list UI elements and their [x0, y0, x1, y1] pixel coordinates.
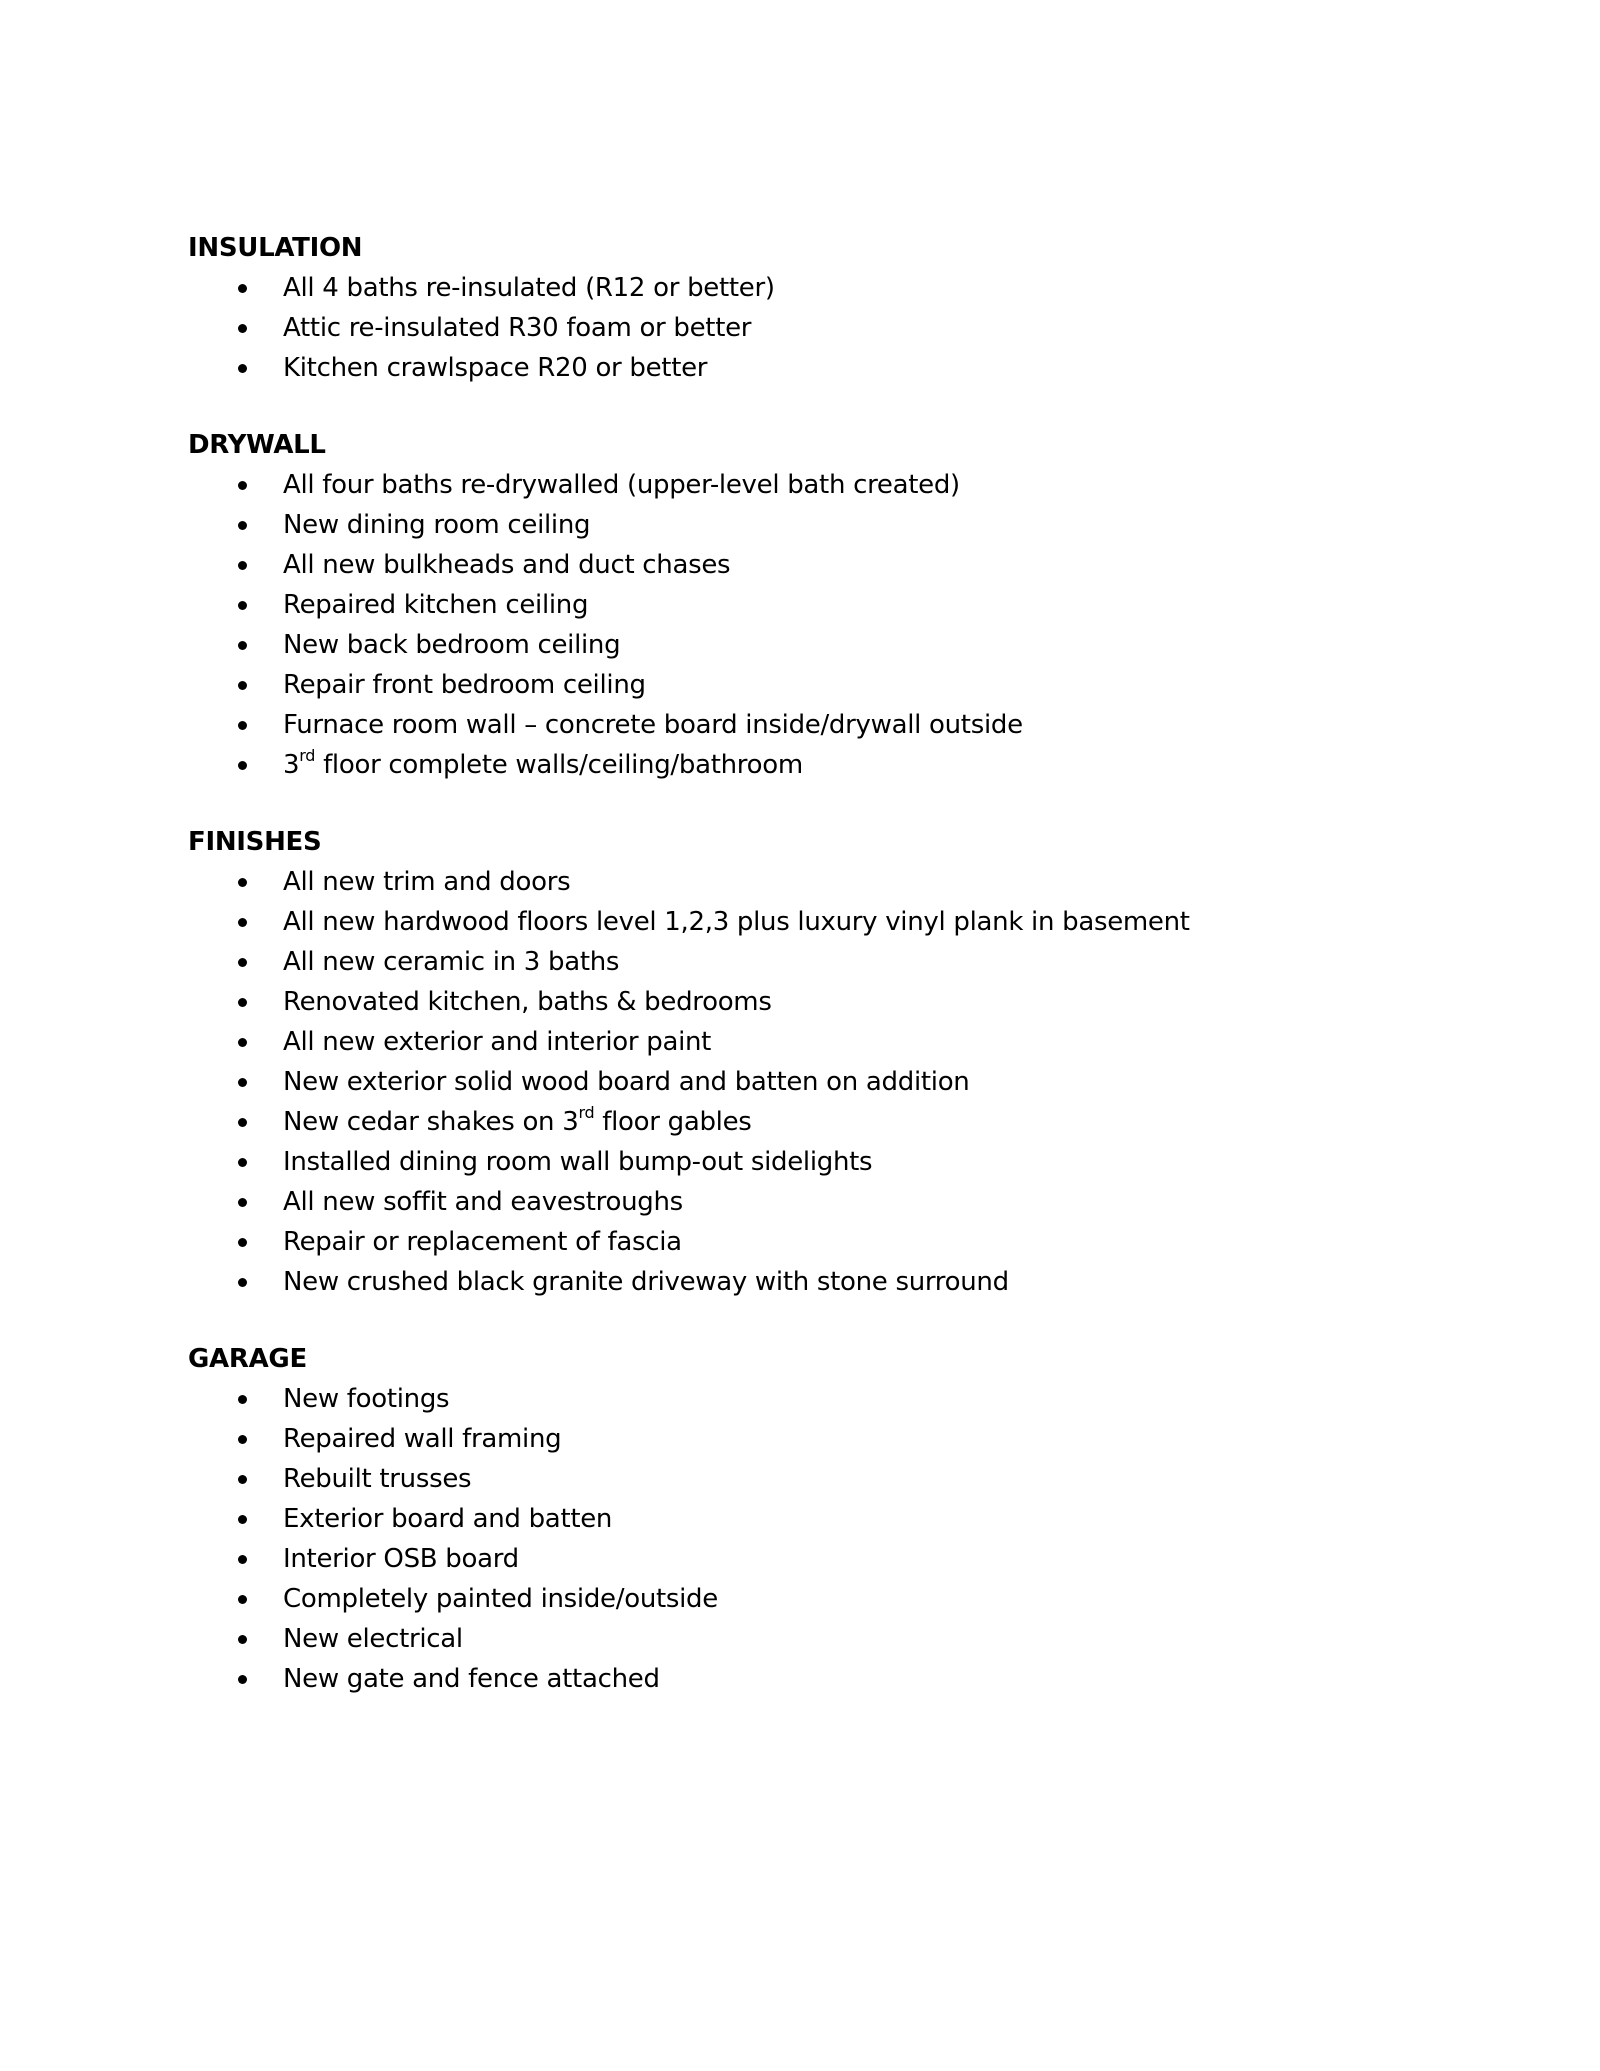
bullet-icon: [238, 1078, 247, 1087]
list-item: New exterior solid wood board and batten on addition: [188, 1062, 1438, 1102]
list-item: All new bulkheads and duct chases: [188, 545, 1438, 585]
bullet-list: [188, 862, 1438, 1302]
list-item: Repair front bedroom ceiling: [188, 665, 1438, 705]
list-item: New electrical: [188, 1619, 1438, 1659]
bullet-icon: [238, 1118, 247, 1127]
bullet-icon: [238, 284, 247, 293]
list-item: New crushed black granite driveway with stone surround: [188, 1262, 1438, 1302]
list-item: Attic re-insulated R30 foam or better: [188, 308, 1438, 348]
bullet-icon: [238, 1435, 247, 1444]
bullet-icon: [238, 958, 247, 967]
list-item: Rebuilt trusses: [188, 1459, 1438, 1499]
list-item: Repair or replacement of fascia: [188, 1222, 1438, 1262]
list-item: New gate and fence attached: [188, 1659, 1438, 1699]
list-item: Completely painted inside/outside: [188, 1579, 1438, 1619]
bullet-icon: [238, 324, 247, 333]
list-item: All new hardwood floors level 1,2,3 plus luxury vinyl plank in basement: [188, 902, 1438, 942]
section-heading: FINISHES: [188, 827, 322, 857]
section-garage: [188, 1339, 1438, 1699]
section-heading: INSULATION: [188, 233, 363, 263]
list-item: All new exterior and interior paint: [188, 1022, 1438, 1062]
list-item: Repaired wall framing: [188, 1419, 1438, 1459]
bullet-icon: [238, 1555, 247, 1564]
bullet-icon: [238, 1475, 247, 1484]
bullet-icon: [238, 364, 247, 373]
bullet-icon: [238, 878, 247, 887]
bullet-icon: [238, 1198, 247, 1207]
bullet-icon: [238, 521, 247, 530]
bullet-icon: [238, 601, 247, 610]
bullet-icon: [238, 761, 247, 770]
section-insulation: [188, 228, 1438, 388]
list-item: Interior OSB board: [188, 1539, 1438, 1579]
bullet-icon: [238, 1038, 247, 1047]
list-item: Installed dining room wall bump-out sidelights: [188, 1142, 1438, 1182]
bullet-icon: [238, 918, 247, 927]
list-item: New dining room ceiling: [188, 505, 1438, 545]
bullet-icon: [238, 481, 247, 490]
renovation-list: [188, 228, 1438, 1736]
section-drywall: [188, 425, 1438, 785]
list-item: New back bedroom ceiling: [188, 625, 1438, 665]
list-item: Exterior board and batten: [188, 1499, 1438, 1539]
bullet-icon: [238, 681, 247, 690]
list-item: All four baths re-drywalled (upper-level bath created): [188, 465, 1438, 505]
list-item: All new soffit and eavestroughs: [188, 1182, 1438, 1222]
list-item: All new trim and doors: [188, 862, 1438, 902]
bullet-icon: [238, 1635, 247, 1644]
list-item: Kitchen crawlspace R20 or better: [188, 348, 1438, 388]
bullet-list: [188, 465, 1438, 785]
bullet-icon: [238, 641, 247, 650]
bullet-icon: [238, 1158, 247, 1167]
bullet-list: [188, 1379, 1438, 1699]
bullet-list: [188, 268, 1438, 388]
list-item: New footings: [188, 1379, 1438, 1419]
bullet-icon: [238, 1515, 247, 1524]
list-item: Furnace room wall – concrete board inside/drywall outside: [188, 705, 1438, 745]
section-heading: DRYWALL: [188, 430, 326, 460]
bullet-icon: [238, 1278, 247, 1287]
list-item: Repaired kitchen ceiling: [188, 585, 1438, 625]
bullet-icon: [238, 721, 247, 730]
list-item: All 4 baths re-insulated (R12 or better): [188, 268, 1438, 308]
list-item: 3rd floor complete walls/ceiling/bathroom: [188, 745, 1438, 785]
list-item: All new ceramic in 3 baths: [188, 942, 1438, 982]
section-finishes: [188, 822, 1438, 1302]
list-item: Renovated kitchen, baths & bedrooms: [188, 982, 1438, 1022]
section-heading: GARAGE: [188, 1344, 307, 1374]
bullet-icon: [238, 1238, 247, 1247]
bullet-icon: [238, 1395, 247, 1404]
list-item: New cedar shakes on 3rd floor gables: [188, 1102, 1438, 1142]
bullet-icon: [238, 561, 247, 570]
bullet-icon: [238, 998, 247, 1007]
bullet-icon: [238, 1595, 247, 1604]
bullet-icon: [238, 1675, 247, 1684]
